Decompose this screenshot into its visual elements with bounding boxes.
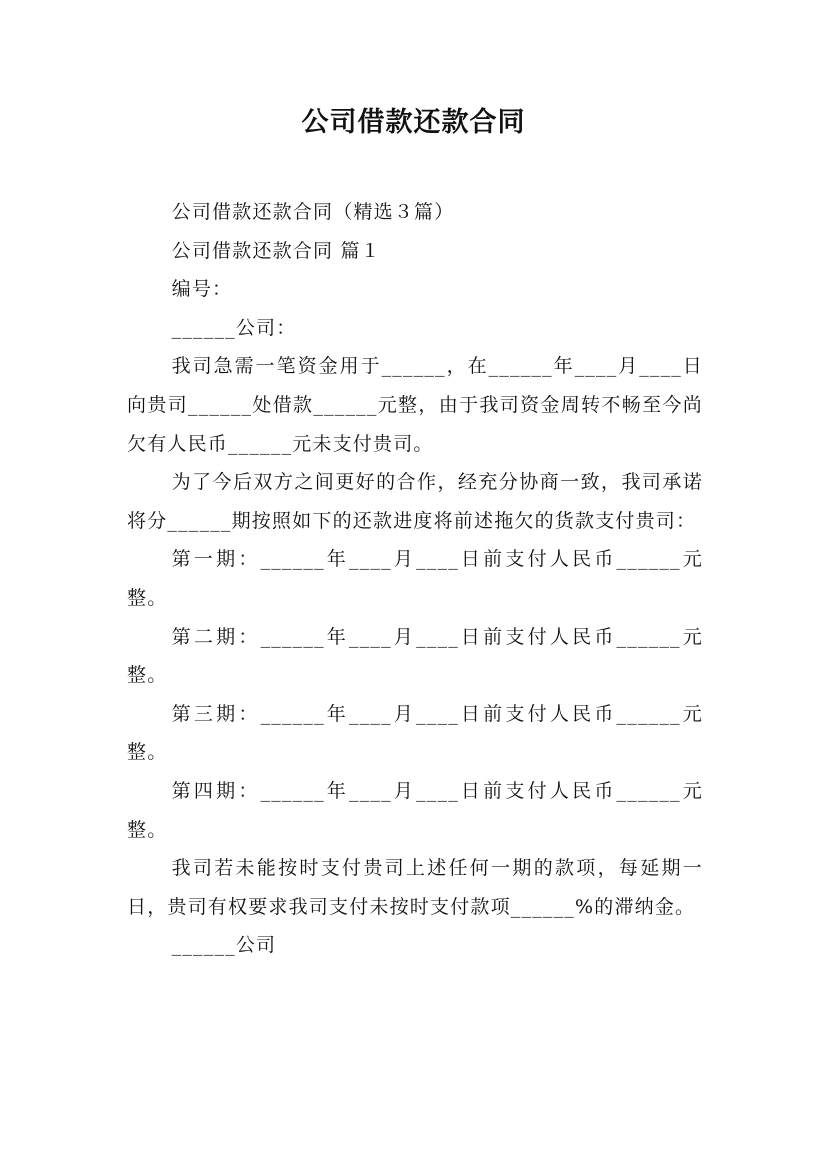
signature-company-line: ______公司 bbox=[171, 934, 277, 957]
section-heading: 公司借款还款合同 篇１ bbox=[171, 239, 381, 262]
installment-2: 第二期：______年____月____日前支付人民币______元整。 bbox=[127, 625, 703, 687]
installment-1: 第一期：______年____月____日前支付人民币______元整。 bbox=[127, 548, 703, 609]
contract-number-label: 编号： bbox=[171, 278, 233, 301]
subtitle-selection: 公司借款还款合同（精选３篇） bbox=[171, 201, 455, 223]
installment-3: 第三期：______年____月____日前支付人民币______元整。 bbox=[127, 702, 703, 764]
repayment-commitment-paragraph: 为了今后双方之间更好的合作，经充分协商一致，我司承诺将分______期按照如下的还款进度将前述拖欠的货款支付贵司： bbox=[127, 471, 703, 532]
document-title: 公司借款还款合同 bbox=[301, 107, 526, 138]
document-body bbox=[127, 193, 703, 965]
addressee-line: ______公司： bbox=[171, 316, 297, 339]
late-fee-paragraph: 我司若未能按时支付贵司上述任何一期的款项，每延期一日，贵司有权要求我司支付未按时支付款项______%的滞纳金。 bbox=[127, 857, 703, 918]
installment-4: 第四期：______年____月____日前支付人民币______元整。 bbox=[127, 779, 703, 841]
loan-statement-paragraph: 我司急需一笔资金用于______，在______年____月____日向贵司______处借款______元整，由于我司资金周转不畅至今尚欠有人民币______元未支付贵司。 bbox=[127, 355, 703, 455]
